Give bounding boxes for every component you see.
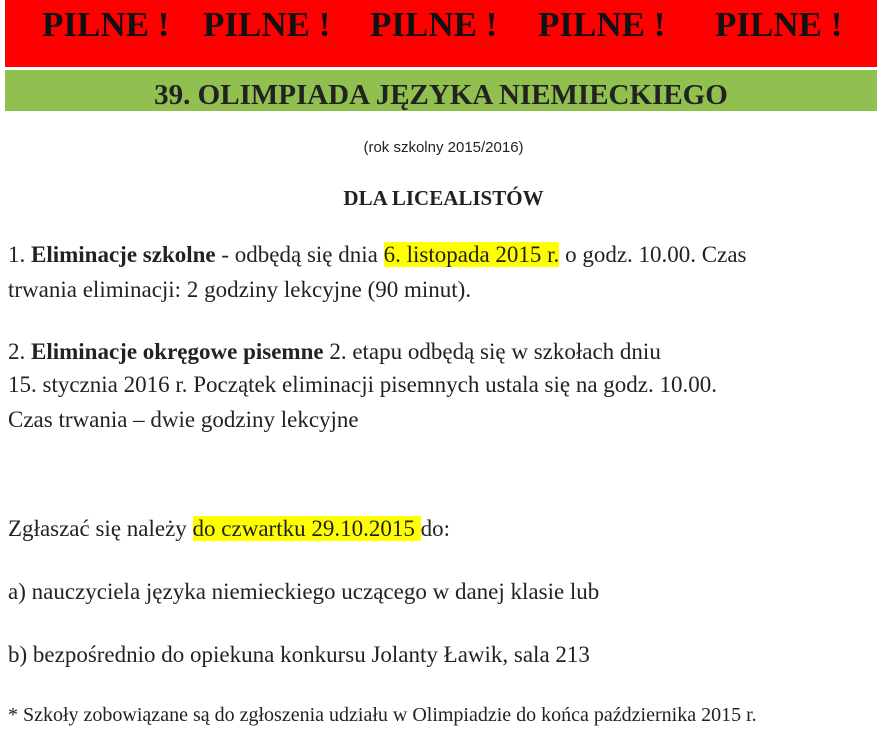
page-title: 39. OLIMPIADA JĘZYKA NIEMIECKIEGO bbox=[154, 79, 728, 111]
item-1-title: Eliminacje szkolne bbox=[31, 242, 216, 267]
school-year-subtitle: (rok szkolny 2015/2016) bbox=[363, 139, 524, 156]
item-1-number: 1. bbox=[8, 242, 31, 267]
item-2-number: 2. bbox=[8, 339, 31, 364]
item-1-time: o godz. 10.00. Czas bbox=[559, 242, 747, 267]
urgent-word: PILNE ! bbox=[538, 5, 666, 44]
deadline-highlight: do czwartku 29.10.2015 bbox=[192, 516, 421, 541]
registration-line bbox=[8, 513, 450, 545]
item-2-title: Eliminacje okręgowe pisemne bbox=[31, 339, 324, 364]
urgent-word: PILNE ! bbox=[203, 5, 331, 44]
item-1-line-1 bbox=[8, 239, 746, 271]
urgent-word: PILNE ! bbox=[715, 5, 843, 44]
item-2-line-3: Czas trwania – dwie godziny lekcyjne bbox=[8, 407, 359, 432]
item-1-line-2: trwania eliminacji: 2 godziny lekcyjne (90 minut). bbox=[8, 277, 472, 302]
footnote: * Szkoły zobowiązane są do zgłoszenia udziału w Olimpiadzie do końca października 2015 r. bbox=[8, 704, 757, 726]
item-2-text: 2. etapu odbędą się w szkołach dniu bbox=[323, 339, 661, 364]
section-heading: DLA LICEALISTÓW bbox=[343, 186, 544, 210]
registration-text: Zgłaszać się należy bbox=[8, 516, 193, 541]
option-a: a) nauczyciela języka niemieckiego uczącego w danej klasie lub bbox=[8, 579, 600, 604]
item-2-line-2: 15. stycznia 2016 r. Początek eliminacji pisemnych ustala się na godz. 10.00. bbox=[8, 372, 717, 397]
registration-suffix: do: bbox=[420, 516, 450, 541]
item-1-text: - odbędą się dnia bbox=[215, 242, 384, 267]
urgent-word: PILNE ! bbox=[42, 5, 170, 44]
option-b: b) bezpośrednio do opiekuna konkursu Jolanty Ławik, sala 213 bbox=[8, 642, 590, 667]
urgent-word: PILNE ! bbox=[370, 5, 498, 44]
urgent-banner bbox=[5, 0, 877, 67]
title-banner bbox=[5, 70, 877, 111]
item-1-date-highlight: 6. listopada 2015 r. bbox=[383, 242, 560, 267]
item-2-line-1 bbox=[8, 336, 661, 368]
